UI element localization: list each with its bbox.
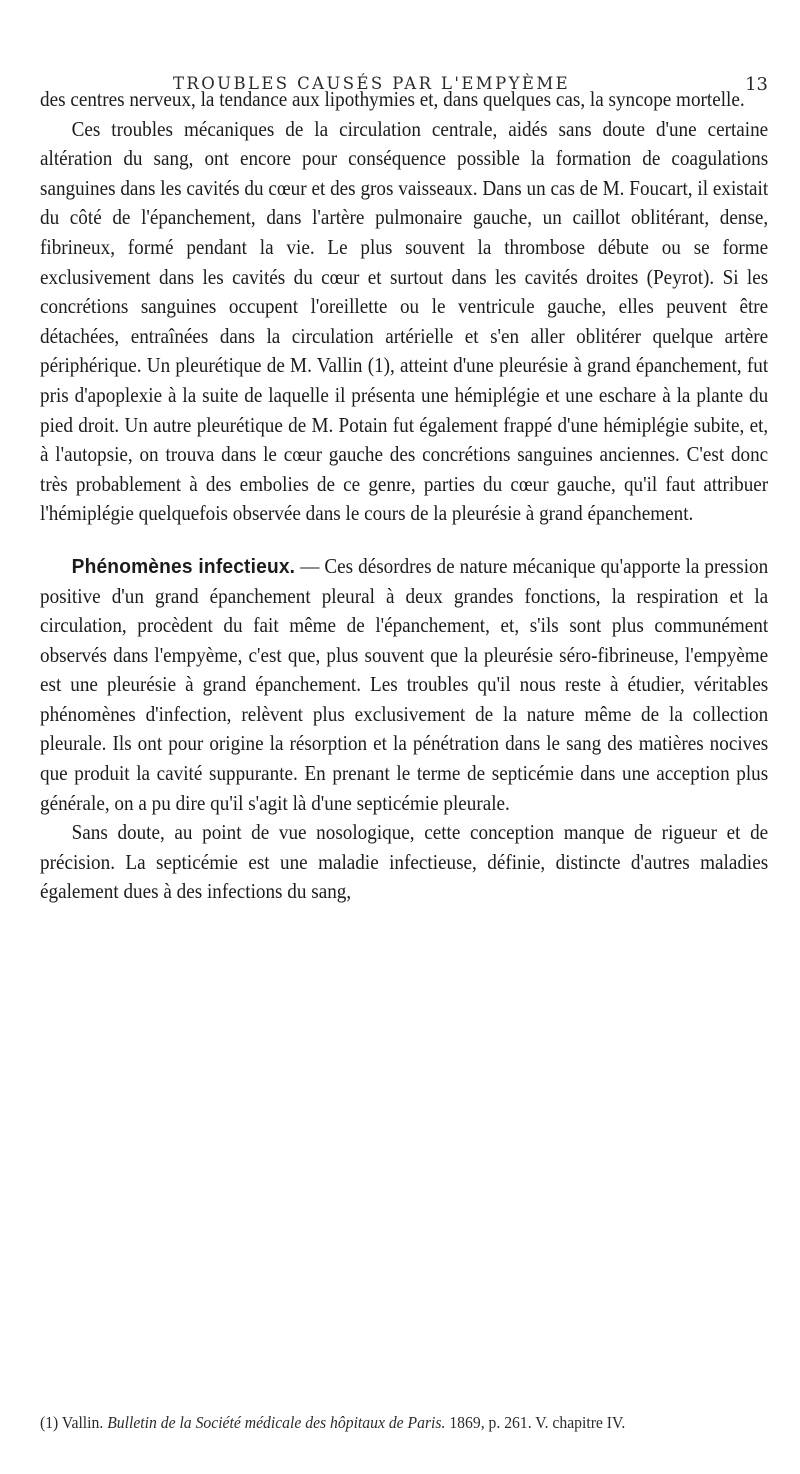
running-head-title: TROUBLES CAUSÉS PAR L'EMPYÈME — [173, 74, 571, 93]
footnote-marker: (1) Vallin. — [40, 1413, 104, 1432]
footnote — [40, 1412, 732, 1433]
paragraph-2: Ces troubles mécaniques de la circulation centrale, aidés sans doute d'une certaine altération du sang, ont encore pour conséquence possible la formation de coagulations sanguines dans les cavités du cœur et des gros vaisseaux. Dans un cas de M. Foucart, il existait du côté de l'épanchement, dans l'artère pulmonaire gauche, un caillot oblitérant, dense, fibrineux, formé pendant la vie. Le plus souvent la thrombose débute ou se forme exclusivement dans les cavités du cœur et surtout dans les cavités droites (Peyrot). Si les concrétions sanguines occupent l'oreillette ou le ventricule gauche, elles peuvent être détachées, entraînées dans la circulation artérielle et s'en aller oblitérer quelque artère périphérique. Un pleurétique de M. Vallin (1), atteint d'une pleurésie à grand épanchement, fut pris d'apoplexie à la suite de laquelle il présenta une hémiplégie et une eschare à la plante du pied droit. Un autre pleurétique de M. Potain fut également frappé d'une hémiplégie subite, et, à l'autopsie, on trouva dans le cœur gauche des concrétions sanguines anciennes. C'est donc très probablement à des embolies de ce genre, parties du cœur gauche, qu'il faut attribuer l'hémiplégie quelquefois observée dans le cours de la pleurésie à grand épanchement. — [40, 118, 769, 526]
running-head — [40, 40, 768, 95]
footnote-title: Bulletin de la Société médicale des hôpitaux de Paris. — [107, 1413, 446, 1432]
section-heading: Phénomènes infectieux. — [71, 554, 296, 578]
paragraph-3 — [40, 552, 768, 819]
paragraph-3-text: — Ces désordres de nature mécanique qu'apporte la pression positive d'un grand épanchement pleural à deux grandes fonctions, la respiration et la circulation, procèdent du fait même de l'épanchement, et, s'ils sont plus communément observés dans l'empyème, c'est que, plus souvent que la pleurésie séro-fibrineuse, l'empyème est une pleurésie à grand épanchement. Les troubles qu'il nous reste à étudier, véritables phénomènes d'infection, relèvent plus exclusivement de la nature même de la collection pleurale. Ils ont pour origine la résorption et la pénétration dans le sang des matières nocives que produit la cavité suppurante. En prenant le terme de septicémie dans une acception plus générale, on a pu dire qu'il s'agit là d'une septicémie pleurale. — [40, 555, 769, 815]
page-number: 13 — [745, 74, 768, 95]
paragraph-1: des centres nerveux, la tendance aux lipothymies et, dans quelques cas, la syncope mortelle. — [40, 89, 745, 111]
section-spacer — [40, 530, 768, 552]
footnote-rest: 1869, p. 261. V. chapitre IV. — [445, 1413, 626, 1432]
body-text — [40, 86, 768, 908]
paragraph-4: Sans doute, au point de vue nosologique, cette conception manque de rigueur et de précision. La septicémie est une maladie infectieuse, définie, distincte d'autres maladies également dues à des infections du sang, — [40, 822, 769, 904]
page — [40, 40, 768, 95]
